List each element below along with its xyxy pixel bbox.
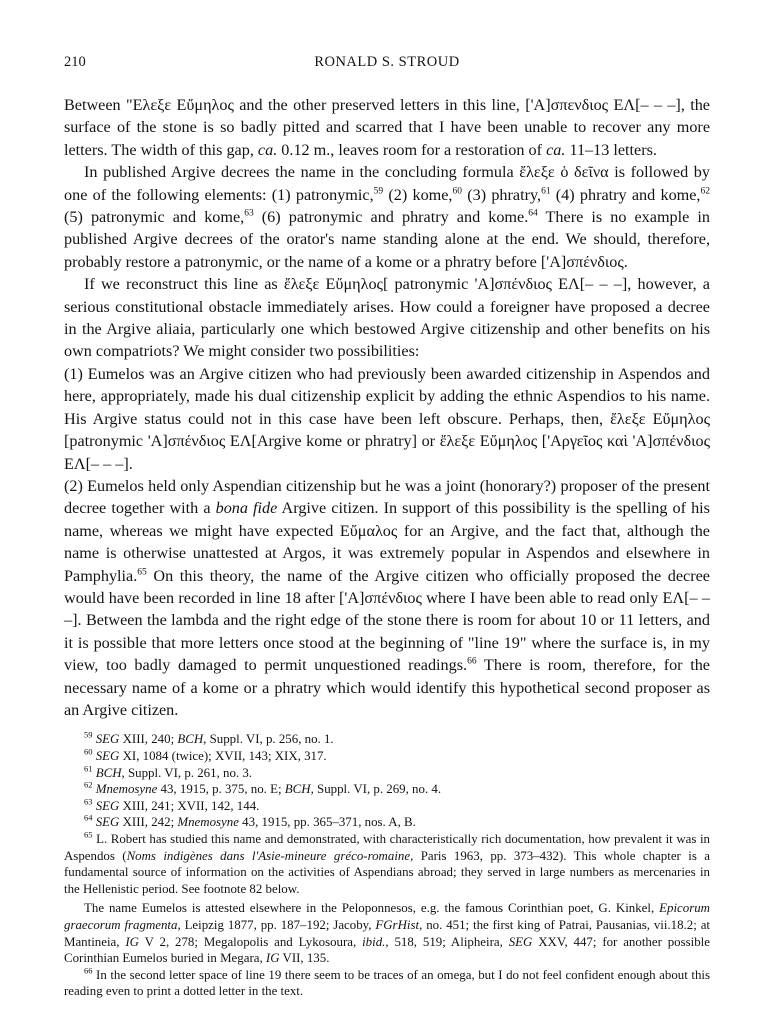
text-run: for an Argive, and the fact that, although the name is otherwise unattested at Argos, it was extremely popular in Aspendos and elsewhere in Pamphylia. xyxy=(64,521,710,585)
footnote-ref: 64 xyxy=(84,813,93,824)
footnote xyxy=(64,781,710,798)
greek-text: Εὔμαλος xyxy=(339,521,398,540)
text-run: , no. 451; the first king of Patrai, Pausanias, vii.18.2; at Mantineia, xyxy=(64,917,710,949)
greek-text: 'Α]σπένδιος xyxy=(344,588,422,607)
footnote xyxy=(64,967,710,1000)
text-run: , Suppl. VI, p. 269, no. 4. xyxy=(310,782,442,797)
greek-text: ἔλεξε Εὔμηλος xyxy=(439,432,538,451)
greek-text: 'Α]σπενδιος xyxy=(530,96,609,114)
italic-text: ibid. xyxy=(362,934,386,949)
footnote-ref: 59 xyxy=(84,730,93,741)
greek-text: 'Α]σπένδιος xyxy=(546,252,624,271)
footnotes xyxy=(64,731,710,1000)
text-run: The name Eumelos is attested elsewhere in the Peloponnesos, e.g. the famous Corinthian poet, G. Kinkel, xyxy=(84,901,660,916)
text-run: (1) Eumelos was an Argive citizen who had previously been awarded citizenship in Aspendos and here, appropriately, made his dual citizenship explicit by adding the ethnic Aspendios to his name. His Argive status could not in this case have been left obscure. Perhaps, then, xyxy=(64,364,710,428)
text-run: , Suppl. VI, p. 261, no. 3. xyxy=(121,765,252,780)
text-run: 0.12 m., leaves room for a restoration of xyxy=(277,140,547,159)
footnote xyxy=(64,748,710,765)
text-run: (2) Eumelos held only Aspendian citizenship but he was a joint (honorary?) proposer of the present decree together with a xyxy=(64,476,710,518)
text-run: Argive citizen. In support of this possibility is the spelling of his name, whereas we might have expected xyxy=(64,499,710,540)
text-run: On this theory, the name of the Argive citizen who officially proposed the decree would have been recorded in line 18 after [ xyxy=(64,566,710,607)
italic-text: BCH xyxy=(177,732,204,747)
paragraph xyxy=(64,363,710,475)
paragraph xyxy=(64,161,710,273)
italic-text: SEG xyxy=(95,748,120,763)
body-text xyxy=(64,94,710,721)
greek-text: 'Αργεῖος καὶ 'Α]σπένδιος xyxy=(547,432,710,451)
text-run: [ patronymic xyxy=(382,275,475,294)
text-run: L. Robert has studied this name and demonstrated, with characteristically rich documentation, how prevalent it was in Aspendos ( xyxy=(64,831,710,863)
paragraph xyxy=(64,475,710,721)
text-run: (2) kome, xyxy=(383,185,453,204)
text-run: (5) patronymic and kome, xyxy=(64,208,245,227)
text-run: where I have been able to read only ΕΛ[– – –]. Between the lambda and the right edge of the stone there is room for about 10 or 11 letters, and it is possible that more letters once stood at the beginning of "line 19" where the surface is, in my view, too badly damaged to permit unquestioned readings. xyxy=(64,588,711,675)
text-run: ΕΛ[– – –], however, a serious constitutional obstacle immediately arises. How could a foreigner have proposed a decree in the Argive aliaia, particularly one which bestowed Argive citizenship and other benefits on his own compatriots? We might consider two possibilities: xyxy=(64,275,710,361)
text-run: ΕΛ[– – –], the surface of the stone is so badly pitted and scarred that I have been unable to recover any more letters. The width of this gap, xyxy=(64,96,710,159)
text-run: V 2, 278; Megalopolis and Lykosoura, xyxy=(138,934,363,949)
text-run: (3) phratry, xyxy=(461,185,542,204)
text-run: , 518, 519; Alipheira, xyxy=(385,934,509,949)
greek-text: ἔλεξε ὁ δεῖνα xyxy=(519,163,609,182)
text-run: XIII, 241; XVII, 142, 144. xyxy=(119,798,260,813)
page-number: 210 xyxy=(64,54,86,70)
footnote-ref: 59 xyxy=(373,186,384,197)
footnote xyxy=(64,731,710,748)
text-run: If we reconstruct this line as xyxy=(84,275,284,294)
italic-text: BCH xyxy=(95,765,122,780)
italic-text: IG xyxy=(125,934,139,949)
text-run: 43, 1915, p. 375, no. E; xyxy=(157,782,285,797)
footnote-ref: 65 xyxy=(137,567,147,578)
footnote xyxy=(64,900,710,966)
italic-text: Mnemosyne xyxy=(95,782,158,797)
text-run: Between xyxy=(64,96,126,114)
page-header xyxy=(64,54,710,94)
footnote-ref: 64 xyxy=(528,208,538,219)
greek-text: 'Α]σπένδιος xyxy=(147,432,226,451)
footnote-ref: 63 xyxy=(244,208,254,219)
text-run: XIII, 240; xyxy=(119,732,178,747)
italic-text: IG xyxy=(265,951,280,966)
footnote-ref: 61 xyxy=(84,763,93,774)
footnote-ref: 61 xyxy=(541,186,551,197)
italic-text: SEG xyxy=(95,815,120,830)
text-run: 11–13 letters. xyxy=(565,140,657,159)
italic-text: Noms indigènes dans l'Asie-mineure gréco-romaine xyxy=(126,848,411,863)
text-run: There is no example in published Argive decrees of the orator's name standing alone at the end. We should, therefore, probably restore a patronymic, or the name of a kome or a phratry before [ xyxy=(64,208,710,271)
running-title: RONALD S. STROUD xyxy=(314,54,460,70)
footnote xyxy=(64,765,710,782)
footnote-ref: 62 xyxy=(84,779,93,790)
text-run: ΕΛ[– – –]. xyxy=(64,454,133,473)
text-run: and the other preserved letters in this line, [ xyxy=(233,96,531,114)
page xyxy=(64,54,710,1000)
italic-text: ca. xyxy=(546,140,566,159)
italic-text: Epicorum graecorum fragmenta xyxy=(64,901,710,932)
italic-text: SEG xyxy=(508,934,533,949)
text-run: , Suppl. VI, p. 256, no. 1. xyxy=(203,732,334,747)
footnote-ref: 66 xyxy=(84,965,93,976)
footnote xyxy=(64,831,710,897)
text-run: In the second letter space of line 19 there seem to be traces of an omega, but I do not feel confident enough about this reading even to print a dotted letter in the text. xyxy=(64,967,710,999)
footnote-ref: 63 xyxy=(84,796,93,807)
footnote-ref: 62 xyxy=(700,186,710,197)
text-run: In published Argive decrees the name in the concluding formula xyxy=(84,163,520,182)
text-run: , Paris 1963, pp. 373–432). This whole chapter is a fundamental source of information on the activities of Aspendians abroad; they served in large numbers as mercenaries in the Hellenistic period. See footnote 82 below. xyxy=(64,848,710,896)
text-run: 43, 1915, pp. 365–371, nos. A, B. xyxy=(238,815,416,830)
text-run: [patronymic xyxy=(64,432,148,451)
text-run: XIII, 242; xyxy=(119,815,178,830)
text-run: There is room, therefore, for the necessary name of a kome or a phratry which would identify this hypothetical second proposer as an Argive citizen. xyxy=(64,656,710,719)
greek-text: ἔλεξε Εὔμηλος xyxy=(283,275,383,294)
paragraph xyxy=(64,94,710,161)
paragraph xyxy=(64,273,710,363)
text-run: ΕΛ[Argive kome or phratry] or xyxy=(225,432,440,451)
greek-text: 'Α]σπένδιος xyxy=(474,275,552,294)
footnote xyxy=(64,798,710,815)
text-run: [ xyxy=(537,432,548,451)
greek-text: "Ελεξε Εὔμηλος xyxy=(125,96,234,114)
text-run: . xyxy=(623,252,628,271)
text-run: , Leipzig 1877, pp. 187–192; Jacoby, xyxy=(177,917,376,932)
text-run: XXV, 447; for another possible Corinthian Eumelos buried in Megara, xyxy=(64,934,710,966)
footnote-ref: 60 xyxy=(452,186,462,197)
italic-text: FGrHist xyxy=(375,917,420,932)
greek-text: ἔλεξε Εὔμηλος xyxy=(610,409,710,428)
text-run: (4) phratry and kome, xyxy=(550,185,701,204)
text-run: (6) patronymic and phratry and kome. xyxy=(253,208,529,227)
italic-text: BCH xyxy=(284,782,311,797)
italic-text: bona fide xyxy=(215,499,278,518)
footnote xyxy=(64,814,710,831)
italic-text: SEG xyxy=(95,798,120,813)
italic-text: SEG xyxy=(95,732,120,747)
text-run: XI, 1084 (twice); XVII, 143; XIX, 317. xyxy=(119,748,327,763)
footnote-ref: 65 xyxy=(84,829,93,840)
italic-text: Mnemosyne xyxy=(177,815,239,830)
text-run: VII, 135. xyxy=(279,951,330,966)
italic-text: ca. xyxy=(257,140,278,159)
footnote-ref: 66 xyxy=(467,656,477,667)
footnote-ref: 60 xyxy=(84,746,93,757)
text-run: is followed by one of the following elements: (1) patronymic, xyxy=(64,163,710,204)
